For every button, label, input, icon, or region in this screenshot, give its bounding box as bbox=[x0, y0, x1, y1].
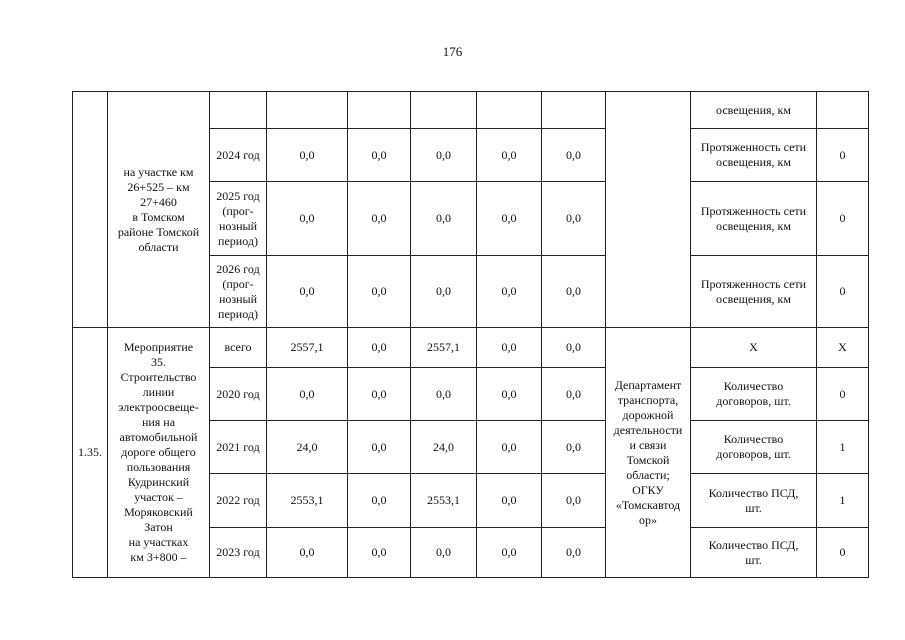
indicator-value: 1 bbox=[817, 474, 869, 528]
year-cell: 2020 год bbox=[210, 368, 267, 421]
value-cell: 0,0 bbox=[348, 528, 411, 578]
row-number-cell bbox=[73, 92, 108, 328]
value-cell: 2557,1 bbox=[411, 328, 477, 368]
row-number: 1.35. bbox=[73, 328, 108, 578]
value-cell: 0,0 bbox=[411, 528, 477, 578]
value-cell: 0,0 bbox=[411, 182, 477, 256]
value-cell: 0,0 bbox=[477, 256, 542, 328]
value-cell: 0,0 bbox=[542, 474, 606, 528]
value-cell bbox=[411, 92, 477, 129]
value-cell bbox=[542, 92, 606, 129]
value-cell: 0,0 bbox=[477, 328, 542, 368]
value-cell: 0,0 bbox=[477, 421, 542, 474]
indicator-value: 0 bbox=[817, 129, 869, 182]
value-cell bbox=[348, 92, 411, 129]
measure-description: на участке км 26+525 – км 27+460 в Томском районе Томской области bbox=[108, 92, 210, 328]
measure-description: Мероприятие 35. Строительство линии электроосвеще- ния на автомобильной дороге общего пользования Кудринский участок – Моряковский Затон на участках км 3+800 – bbox=[108, 328, 210, 578]
value-cell: 0,0 bbox=[348, 421, 411, 474]
indicator-name: освещения, км bbox=[691, 92, 817, 129]
year-cell bbox=[210, 92, 267, 129]
value-cell: 0,0 bbox=[267, 256, 348, 328]
value-cell: 24,0 bbox=[267, 421, 348, 474]
value-cell: 0,0 bbox=[542, 182, 606, 256]
value-cell: 0,0 bbox=[542, 368, 606, 421]
indicator-name: Протяженность сети освещения, км bbox=[691, 256, 817, 328]
indicator-value: 0 bbox=[817, 256, 869, 328]
value-cell: 2553,1 bbox=[411, 474, 477, 528]
indicator-name: Количество ПСД, шт. bbox=[691, 474, 817, 528]
value-cell: 0,0 bbox=[542, 528, 606, 578]
page-number: 176 bbox=[442, 44, 463, 59]
indicator-name: Х bbox=[691, 328, 817, 368]
value-cell: 2557,1 bbox=[267, 328, 348, 368]
executor-cell bbox=[606, 92, 691, 328]
value-cell: 0,0 bbox=[267, 528, 348, 578]
value-cell: 0,0 bbox=[542, 256, 606, 328]
indicator-value: 1 bbox=[817, 421, 869, 474]
indicator-name: Протяженность сети освещения, км bbox=[691, 182, 817, 256]
value-cell: 0,0 bbox=[477, 368, 542, 421]
value-cell: 0,0 bbox=[542, 421, 606, 474]
value-cell: 0,0 bbox=[267, 129, 348, 182]
year-cell: 2026 год (прог- нозный период) bbox=[210, 256, 267, 328]
indicator-value: Х bbox=[817, 328, 869, 368]
value-cell: 0,0 bbox=[348, 328, 411, 368]
value-cell: 0,0 bbox=[348, 368, 411, 421]
table-row bbox=[73, 92, 869, 129]
indicator-name: Количество договоров, шт. bbox=[691, 368, 817, 421]
value-cell: 0,0 bbox=[477, 129, 542, 182]
year-cell: 2022 год bbox=[210, 474, 267, 528]
value-cell: 0,0 bbox=[542, 328, 606, 368]
value-cell: 0,0 bbox=[477, 182, 542, 256]
year-cell: 2023 год bbox=[210, 528, 267, 578]
value-cell: 24,0 bbox=[411, 421, 477, 474]
year-cell: 2025 год (прог- нозный период) bbox=[210, 182, 267, 256]
year-cell: 2021 год bbox=[210, 421, 267, 474]
indicator-value bbox=[817, 92, 869, 129]
year-cell: 2024 год bbox=[210, 129, 267, 182]
indicator-value: 0 bbox=[817, 528, 869, 578]
indicator-name: Количество ПСД, шт. bbox=[691, 528, 817, 578]
value-cell: 0,0 bbox=[267, 368, 348, 421]
program-table bbox=[72, 91, 869, 578]
indicator-name: Протяженность сети освещения, км bbox=[691, 129, 817, 182]
value-cell bbox=[267, 92, 348, 129]
value-cell: 0,0 bbox=[411, 129, 477, 182]
value-cell: 0,0 bbox=[477, 528, 542, 578]
value-cell: 0,0 bbox=[267, 182, 348, 256]
value-cell: 0,0 bbox=[348, 182, 411, 256]
value-cell bbox=[477, 92, 542, 129]
value-cell: 0,0 bbox=[542, 129, 606, 182]
indicator-value: 0 bbox=[817, 368, 869, 421]
value-cell: 0,0 bbox=[411, 368, 477, 421]
value-cell: 0,0 bbox=[348, 256, 411, 328]
indicator-value: 0 bbox=[817, 182, 869, 256]
value-cell: 0,0 bbox=[348, 474, 411, 528]
table-row bbox=[73, 328, 869, 368]
year-cell: всего bbox=[210, 328, 267, 368]
value-cell: 2553,1 bbox=[267, 474, 348, 528]
value-cell: 0,0 bbox=[348, 129, 411, 182]
value-cell: 0,0 bbox=[411, 256, 477, 328]
value-cell: 0,0 bbox=[477, 474, 542, 528]
indicator-name: Количество договоров, шт. bbox=[691, 421, 817, 474]
executor-cell: Департамент транспорта, дорожной деятельности и связи Томской области; ОГКУ «Томскавтод ор» bbox=[606, 328, 691, 578]
